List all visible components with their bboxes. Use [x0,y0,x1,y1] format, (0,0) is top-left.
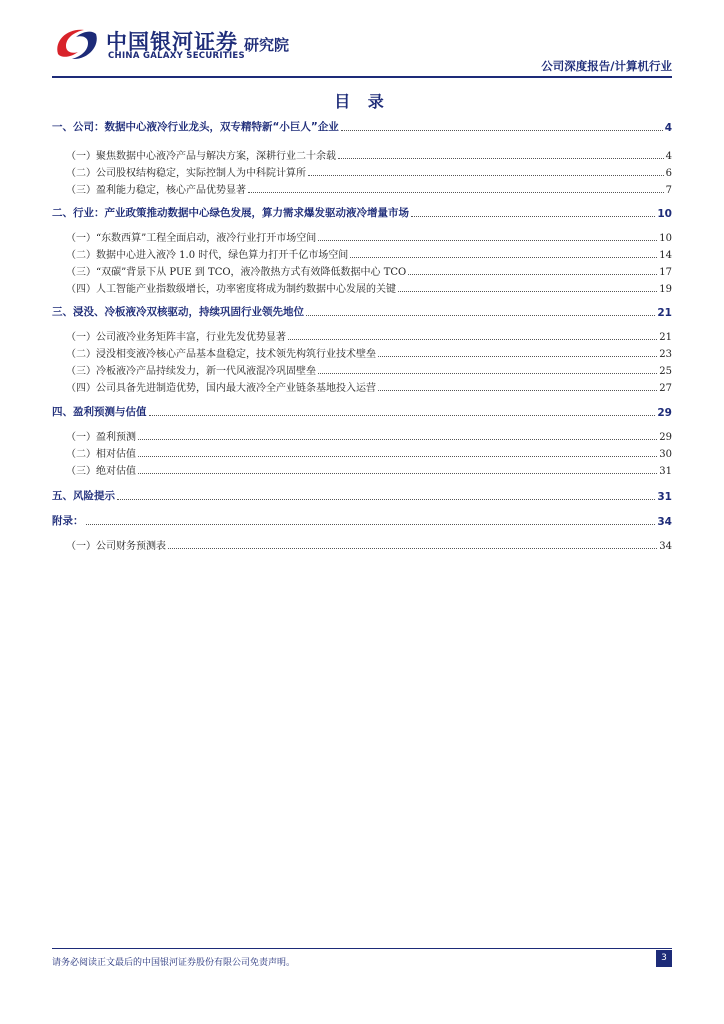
toc-entry-title: 三、浸没、冷板液冷双核驱动，持续巩固行业领先地位 [52,306,304,318]
toc-entry-title: （三）“双碳”背景下从 PUE 到 TCO，液冷散热方式有效降低数据中心 TCO [66,267,407,278]
toc-section-link[interactable] [52,120,672,134]
toc-entry-page: 34 [657,516,672,528]
toc-entry-title: （四）公司具备先进制造优势，国内最大液冷全产业链条基地投入运营 [66,383,376,394]
toc-leader-dots [338,157,664,159]
toc-entry-title: 二、行业：产业政策推动数据中心绿色发展，算力需求爆发驱动液冷增量市场 [52,207,409,219]
toc-entry-title: （二）公司股权结构稳定，实际控制人为中科院计算所 [66,168,306,179]
toc-title: 目 录 [334,92,390,111]
toc-leader-dots [350,256,657,258]
toc-entry-page: 10 [659,233,672,244]
institute-label: 研究院 [244,36,290,54]
toc-entry-title: （一）“东数西算”工程全面启动，液冷行业打开市场空间 [66,233,317,244]
toc-entry-title: 一、公司：数据中心液冷行业龙头，双专精特新“小巨人”企业 [52,121,339,133]
toc-entry-title: （三）冷板液冷产品持续发力，新一代风液混冷巩固壁垒 [66,366,316,377]
toc-subsection-link[interactable] [52,380,672,394]
brand-name-en: CHINA GALAXY SECURITIES [108,51,245,61]
toc-entry-page: 30 [659,449,672,460]
toc-leader-dots [168,547,657,549]
toc-entry-title: （四）人工智能产业指数级增长，功率密度将成为制约数据中心发展的关键 [66,284,396,295]
toc-entry-page: 21 [657,307,672,319]
toc-entry-title: （二）浸没相变液冷核心产品基本盘稳定，技术领先构筑行业技术壁垒 [66,349,376,360]
toc-subsection-link[interactable] [52,281,672,295]
toc-entry-page: 6 [665,168,672,179]
toc-subsection-link[interactable] [52,329,672,343]
page-header [0,0,724,80]
toc-entry-page: 19 [659,284,672,295]
toc-entry-title: （三）绝对估值 [66,466,136,477]
toc-leader-dots [318,239,657,241]
brand-name-cn: 中国银河证券 [106,30,238,54]
toc-entry-title: 四、盈利预测与估值 [52,406,147,418]
toc-entry-page: 21 [659,332,672,343]
toc-section-link[interactable] [52,206,672,220]
toc-entry-page: 27 [659,383,672,394]
toc-subsection-link[interactable] [52,446,672,460]
toc-entry-page: 25 [659,366,672,377]
toc-entry-page: 7 [665,185,672,196]
toc-leader-dots [341,129,663,131]
toc-section-link[interactable] [52,405,672,419]
toc-leader-dots [378,389,657,391]
galaxy-logo-icon [52,24,102,64]
toc-entry-title: 附录： [52,515,84,527]
toc-entry-page: 29 [659,432,672,443]
toc-section-link[interactable] [52,305,672,319]
toc-subsection-link[interactable] [52,346,672,360]
toc-leader-dots [318,372,657,374]
toc-leader-dots [288,338,657,340]
toc-entry-page: 14 [659,250,672,261]
toc-entry-page: 17 [659,267,672,278]
toc-subsection-link[interactable] [52,264,672,278]
toc-entry-page: 4 [665,151,672,162]
toc-leader-dots [248,191,664,193]
toc-subsection-link[interactable] [52,182,672,196]
toc-leader-dots [138,472,657,474]
toc-entry-title: （二）相对估值 [66,449,136,460]
toc-subsection-link[interactable] [52,247,672,261]
toc-entry-page: 31 [659,466,672,477]
toc-entry-title: （三）盈利能力稳定，核心产品优势显著 [66,185,246,196]
toc-leader-dots [117,498,655,500]
toc-leader-dots [408,273,657,275]
toc-leader-dots [138,455,657,457]
toc-entry-title: （一）聚焦数据中心液冷产品与解决方案，深耕行业二十余载 [66,151,336,162]
footer-divider [52,948,672,949]
toc-subsection-link[interactable] [52,463,672,477]
toc-subsection-link[interactable] [52,429,672,443]
toc-section-link[interactable] [52,489,672,503]
toc-subsection-link[interactable] [52,363,672,377]
toc-leader-dots [411,215,655,217]
toc-entry-title: 五、风险提示 [52,490,115,502]
toc-entry-page: 29 [657,407,672,419]
toc-entry-title: （一）公司财务预测表 [66,541,166,552]
toc-entry-page: 34 [659,541,672,552]
toc-entry-page: 4 [664,122,672,134]
toc-entry-page: 23 [659,349,672,360]
toc-leader-dots [398,290,657,292]
toc-leader-dots [149,414,656,416]
toc-entry-title: （一）公司液冷业务矩阵丰富，行业先发优势显著 [66,332,286,343]
toc-subsection-link[interactable] [52,165,672,179]
footer-disclaimer: 请务必阅读正文最后的中国银河证券股份有限公司免责声明。 [52,958,296,968]
toc-entry-title: （一）盈利预测 [66,432,136,443]
toc-entry-page: 31 [657,491,672,503]
toc-leader-dots [138,438,657,440]
toc-entry-title: （二）数据中心进入液冷 1.0 时代，绿色算力打开千亿市场空间 [66,250,349,261]
toc-entry-page: 10 [657,208,672,220]
page-number: 3 [656,950,672,967]
toc-subsection-link[interactable] [52,230,672,244]
toc-leader-dots [86,523,656,525]
toc-leader-dots [308,174,664,176]
toc-leader-dots [378,355,657,357]
report-type: 公司深度报告/计算机行业 [541,59,672,73]
toc-subsection-link[interactable] [52,538,672,552]
toc-section-link[interactable] [52,514,672,528]
toc-subsection-link[interactable] [52,148,672,162]
toc-leader-dots [306,314,655,316]
header-divider [52,76,672,78]
